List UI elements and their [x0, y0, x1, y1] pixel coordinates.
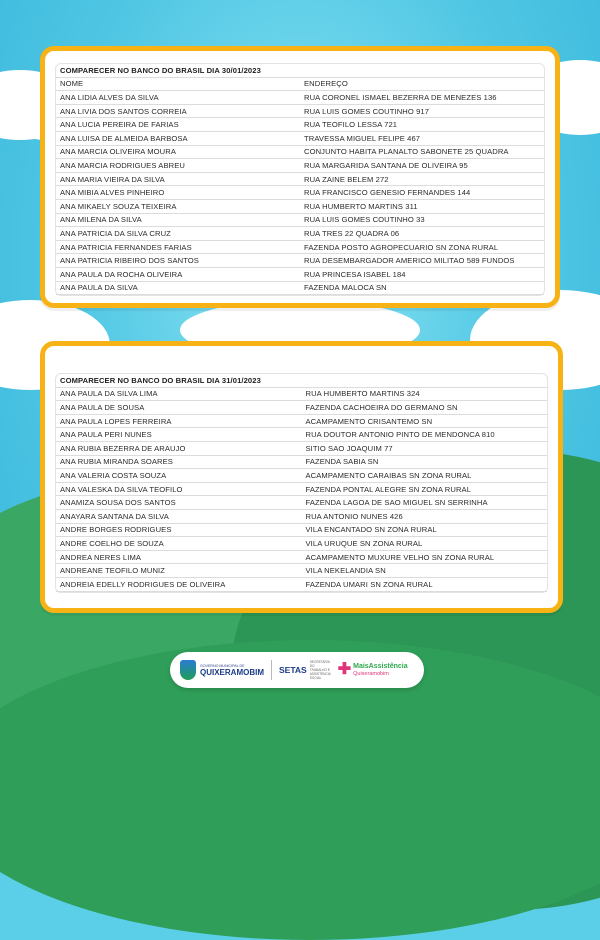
table-row [56, 240, 544, 254]
cell-name: ANA PATRICIA FERNANDES FARIAS [56, 240, 300, 254]
cell-name: ANA PATRICIA RIBEIRO DOS SANTOS [56, 254, 300, 268]
municipal-logo [180, 660, 264, 680]
table-row [56, 281, 544, 295]
cell-name: ANA PAULA DA SILVA [56, 281, 300, 295]
table-row [56, 118, 544, 132]
cell-address: RUA HUMBERTO MARTINS 311 [300, 199, 544, 213]
mais-assistencia-text: MaisAssistência [353, 662, 408, 670]
cell-address: RUA PRINCESA ISABEL 184 [300, 267, 544, 281]
cell-name: ANA RUBIA MIRANDA SOARES [56, 455, 302, 469]
cell-name: ANA MIBIA ALVES PINHEIRO [56, 186, 300, 200]
setas-text: SETAS [279, 665, 307, 675]
cell-address: TRAVESSA MIGUEL FELIPE 467 [300, 131, 544, 145]
table-title-row [56, 64, 544, 77]
cell-name: ANA LUISA DE ALMEIDA BARBOSA [56, 131, 300, 145]
cell-address: ACAMPAMENTO MUXURE VELHO SN ZONA RURAL [302, 550, 548, 564]
table-row [56, 441, 547, 455]
cell-address: FAZENDA UMARI SN ZONA RURAL [302, 577, 548, 591]
table-title: COMPARECER NO BANCO DO BRASIL DIA 31/01/2023 [56, 374, 547, 387]
cell-name: ANA LUCIA PEREIRA DE FARIAS [56, 118, 300, 132]
cell-name: ANDREIA EDELLY RODRIGUES DE OLIVEIRA [56, 577, 302, 591]
cell-address: FAZENDA PONTAL ALEGRE SN ZONA RURAL [302, 482, 548, 496]
cell-name: ANA PATRICIA DA SILVA CRUZ [56, 227, 300, 241]
cell-name: ANDREA NERES LIMA [56, 550, 302, 564]
table-30-01 [56, 64, 544, 295]
table-row [56, 455, 547, 469]
cell-address: ACAMPAMENTO CRISANTEMO SN [302, 414, 548, 428]
cell-address: RUA ZAINE BELEM 272 [300, 172, 544, 186]
cell-name: ANA MARCIA RODRIGUES ABREU [56, 159, 300, 173]
table-row [56, 131, 544, 145]
cell-address: FAZENDA LAGOA DE SAO MIGUEL SN SERRINHA [302, 496, 548, 510]
table-row [56, 227, 544, 241]
cell-name: ANA MILENA DA SILVA [56, 213, 300, 227]
cell-name: ANAMIZA SOUSA DOS SANTOS [56, 496, 302, 510]
cell-name: ANDREANE TEOFILO MUNIZ [56, 564, 302, 578]
table-row [56, 91, 544, 105]
cell-name: ANA MARCIA OLIVEIRA MOURA [56, 145, 300, 159]
table-container [55, 373, 548, 593]
divider [271, 660, 272, 680]
table-row [56, 401, 547, 415]
cell-address: VILA NEKELANDIA SN [302, 564, 548, 578]
table-row [56, 213, 544, 227]
cell-name: ANA PAULA DA ROCHA OLIVEIRA [56, 267, 300, 281]
table-header-row [56, 77, 544, 91]
table-row [56, 387, 547, 401]
cell-address: FAZENDA CACHOEIRA DO GERMANO SN [302, 401, 548, 415]
table-container [55, 63, 545, 296]
table-row [56, 267, 544, 281]
cell-address: FAZENDA POSTO AGROPECUARIO SN ZONA RURAL [300, 240, 544, 254]
cell-address: RUA LUIS GOMES COUTINHO 917 [300, 104, 544, 118]
cell-address: RUA DOUTOR ANTONIO PINTO DE MENDONCA 810 [302, 428, 548, 442]
cell-address: RUA MARGARIDA SANTANA DE OLIVEIRA 95 [300, 159, 544, 173]
table-row [56, 414, 547, 428]
footer-logos [170, 652, 424, 688]
cell-address: RUA TRES 22 QUADRA 06 [300, 227, 544, 241]
cell-address: SITIO SAO JOAQUIM 77 [302, 441, 548, 455]
list-card-31-01 [40, 341, 563, 613]
cell-name: ANA MIKAELY SOUZA TEIXEIRA [56, 199, 300, 213]
table-row [56, 159, 544, 173]
plus-icon: ✚ [337, 661, 352, 678]
cell-name: ANAYARA SANTANA DA SILVA [56, 509, 302, 523]
table-row [56, 537, 547, 551]
table-row [56, 254, 544, 268]
table-row [56, 145, 544, 159]
header-name: NOME [56, 77, 300, 91]
setas-logo [279, 660, 332, 680]
table-31-01 [56, 374, 547, 592]
cell-address: RUA CORONEL ISMAEL BEZERRA DE MENEZES 136 [300, 91, 544, 105]
table-row [56, 428, 547, 442]
table-row [56, 482, 547, 496]
cell-name: ANA MARIA VIEIRA DA SILVA [56, 172, 300, 186]
table-row [56, 172, 544, 186]
table-row [56, 523, 547, 537]
cell-name: ANA PAULA PERI NUNES [56, 428, 302, 442]
list-card-30-01 [40, 46, 560, 308]
cell-address: VILA URUQUE SN ZONA RURAL [302, 537, 548, 551]
table-title: COMPARECER NO BANCO DO BRASIL DIA 30/01/2023 [56, 64, 544, 77]
cell-address: RUA HUMBERTO MARTINS 324 [302, 387, 548, 401]
cell-name: ANA PAULA LOPES FERREIRA [56, 414, 302, 428]
table-row [56, 469, 547, 483]
cell-name: ANA LIDIA ALVES DA SILVA [56, 91, 300, 105]
cell-address: RUA TEOFILO LESSA 721 [300, 118, 544, 132]
cell-address: RUA FRANCISCO GENESIO FERNANDES 144 [300, 186, 544, 200]
cell-address: RUA DESEMBARGADOR AMERICO MILITAO 589 FUNDOS [300, 254, 544, 268]
cell-address: FAZENDA SABIA SN [302, 455, 548, 469]
municipal-small-text: GOVERNO MUNICIPAL DE [200, 663, 245, 668]
cell-name: ANA RUBIA BEZERRA DE ARAUJO [56, 441, 302, 455]
cell-name: ANA VALERIA COSTA SOUZA [56, 469, 302, 483]
cell-address: ACAMPAMENTO CARAIBAS SN ZONA RURAL [302, 469, 548, 483]
cell-address: CONJUNTO HABITA PLANALTO SABONETE 25 QUADRA [300, 145, 544, 159]
mais-assistencia-city: Quixeramobim [353, 670, 389, 677]
table-row [56, 104, 544, 118]
table-row [56, 199, 544, 213]
cell-address: VILA ENCANTADO SN ZONA RURAL [302, 523, 548, 537]
table-row [56, 564, 547, 578]
cell-address: RUA ANTONIO NUNES 426 [302, 509, 548, 523]
cell-address: RUA LUIS GOMES COUTINHO 33 [300, 213, 544, 227]
table-row [56, 577, 547, 591]
table-title-row [56, 374, 547, 387]
setas-subtitle: SECRETARIA DO TRABALHO E ASSISTÊNCIA SOCIAL [309, 660, 331, 680]
mais-assistencia-logo [332, 662, 408, 678]
header-address: ENDEREÇO [300, 77, 544, 91]
table-row [56, 509, 547, 523]
cell-name: ANA PAULA DA SILVA LIMA [56, 387, 302, 401]
crest-icon [180, 660, 196, 680]
municipal-name: QUIXERAMOBIM [200, 667, 264, 677]
cell-name: ANA VALESKA DA SILVA TEOFILO [56, 482, 302, 496]
cell-address: FAZENDA MALOCA SN [300, 281, 544, 295]
cell-name: ANA PAULA DE SOUSA [56, 401, 302, 415]
table-row [56, 496, 547, 510]
table-row [56, 550, 547, 564]
cell-name: ANDRE BORGES RODRIGUES [56, 523, 302, 537]
table-row [56, 186, 544, 200]
cell-name: ANA LIVIA DOS SANTOS CORREIA [56, 104, 300, 118]
cell-name: ANDRE COELHO DE SOUZA [56, 537, 302, 551]
